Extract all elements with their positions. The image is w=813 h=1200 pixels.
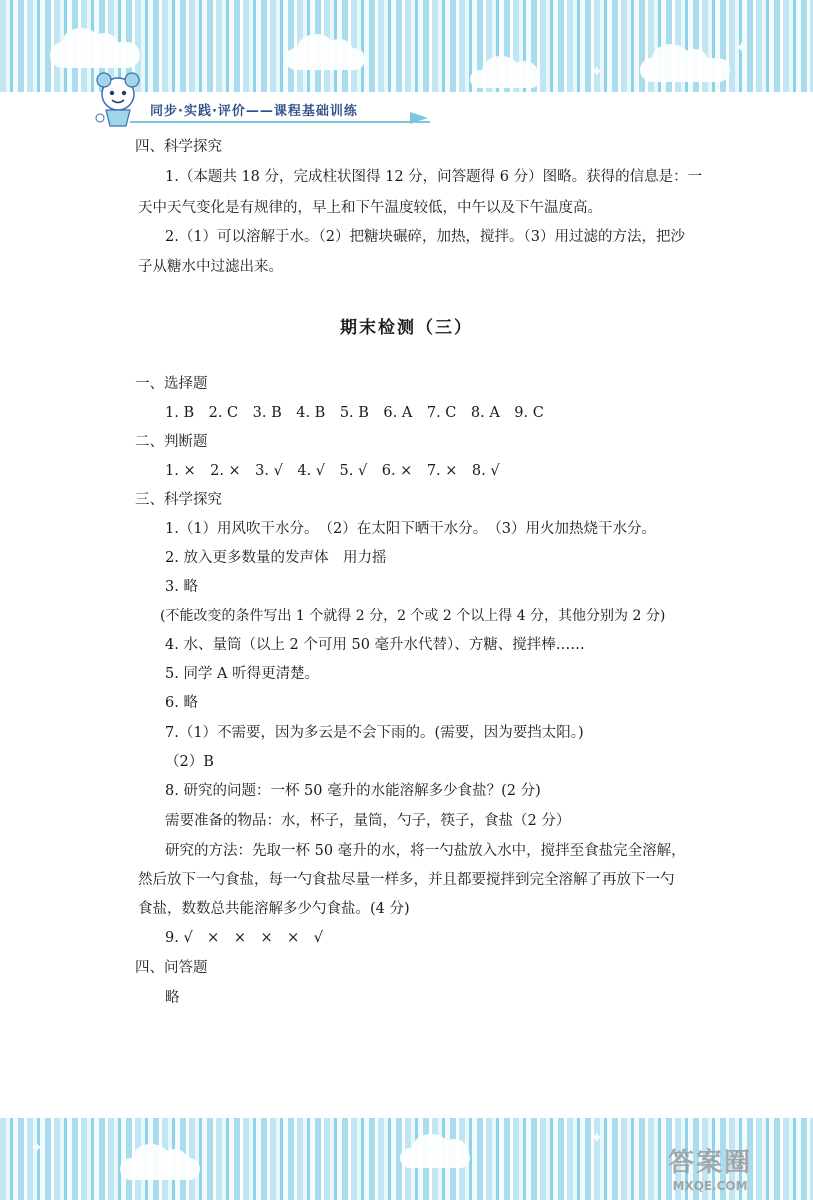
star-icon: ✦ — [590, 1128, 604, 1147]
answer-line: （2）B — [165, 754, 214, 770]
scoring-note: (不能改变的条件写出 1 个就得 2 分，2 个或 2 个以上得 4 分，其他分别为 2 分) — [160, 608, 666, 624]
answer-line: 4. 水、量筒（以上 2 个可用 50 毫升水代替）、方糖、搅拌棒…… — [165, 637, 585, 653]
header-arrow-icon — [410, 112, 428, 124]
answer-line: 食盐，数数总共能溶解多少勺食盐。(4 分) — [138, 901, 410, 917]
answer-line: 6. 略 — [165, 695, 198, 711]
answer-line: 1. × 2. × 3. √ 4. √ 5. √ 6. × 7. × 8. √ — [165, 463, 500, 479]
cloud-decoration — [285, 48, 365, 70]
cloud-decoration — [50, 42, 140, 68]
answer-line: 7.（1）不需要，因为多云是不会下雨的。(需要，因为要挡太阳。) — [165, 725, 584, 741]
answer-line: 3. 略 — [165, 579, 198, 595]
star-icon: ✦ — [590, 62, 604, 81]
section-heading: 四、科学探究 — [135, 139, 222, 155]
answer-line: 5. 同学 A 听得更清楚。 — [165, 666, 320, 682]
star-icon: ✦ — [735, 38, 749, 57]
answer-line: 然后放下一勺食盐，每一勺食盐尽量一样多，并且都要搅拌到完全溶解了再放下一勺 — [138, 872, 675, 888]
watermark-logo — [668, 1142, 752, 1193]
answer-line: 1.（本题共 18 分，完成柱状图得 12 分，问答题得 6 分）图略。获得的信息是：一 — [165, 169, 703, 185]
answer-line: 天中天气变化是有规律的，早上和下午温度较低，中午以及下午温度高。 — [138, 200, 602, 216]
series-title: 同步·实践·评价——课程基础训练 — [150, 104, 358, 119]
answer-line: 需要准备的物品：水，杯子，量筒，勺子，筷子，食盐（2 分） — [165, 813, 571, 829]
answer-line: 1.（1）用风吹干水分。 （2）在太阳下晒干水分。 （3）用火加热烧干水分。 — [165, 521, 657, 537]
answer-line: 1. B 2. C 3. B 4. B 5. B 6. A 7. C 8. A 9. C — [165, 405, 544, 421]
section-heading: 二、判断题 — [135, 434, 208, 450]
exam-title: 期末检测（三） — [340, 318, 473, 338]
section-heading: 四、问答题 — [135, 960, 208, 976]
watermark-url: MXQE.COM — [672, 1179, 748, 1193]
answer-line: 9. √ × × × × √ — [165, 930, 324, 946]
cloud-decoration — [400, 1148, 470, 1168]
answer-line: 2.（1）可以溶解于水。（2）把糖块碾碎，加热，搅拌。（3）用过滤的方法，把沙 — [165, 229, 686, 245]
star-icon: ✦ — [30, 1138, 44, 1157]
cloud-decoration — [640, 58, 730, 82]
answer-line: 略 — [165, 990, 180, 1006]
answer-line: 2. 放入更多数量的发声体 用力摇 — [165, 550, 387, 566]
section-heading: 三、科学探究 — [135, 492, 222, 508]
answer-line: 子从糖水中过滤出来。 — [138, 259, 283, 275]
watermark-text: 答案圈 — [668, 1148, 753, 1178]
cloud-decoration — [120, 1158, 200, 1180]
section-heading: 一、选择题 — [135, 376, 208, 392]
cloud-decoration — [470, 70, 540, 88]
answer-line: 研究的方法：先取一杯 50 毫升的水，将一勺盐放入水中，搅拌至食盐完全溶解， — [165, 843, 686, 859]
answer-line: 8. 研究的问题：一杯 50 毫升的水能溶解多少食盐？(2 分) — [165, 783, 541, 799]
